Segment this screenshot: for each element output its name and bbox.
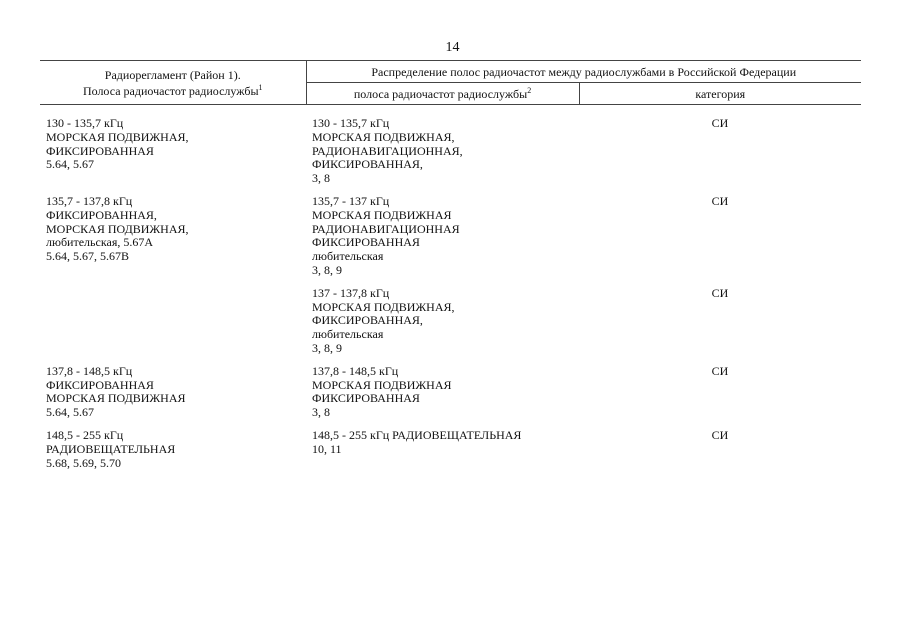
itu-band-cell-line: 135,7 - 137,8 кГц [46,193,133,208]
itu-band-cell-line: 5.64, 5.67 [46,405,94,420]
itu-band-cell-line: РАДИОВЕЩАТЕЛЬНАЯ [46,441,176,456]
page-number: 14 [445,40,460,55]
rf-band-cell-content [306,429,579,457]
itu-band-cell [40,195,306,278]
rf-band-cell-line: РАДИОНАВИГАЦИОННАЯ, [312,143,463,158]
itu-band-cell-line: ФИКСИРОВАННАЯ, [46,207,157,222]
itu-band-cell-content [40,195,306,264]
rf-band-cell-line: МОРСКАЯ ПОДВИЖНАЯ [312,377,452,392]
rf-band-cell [306,429,579,470]
rf-band-cell-line: ФИКСИРОВАННАЯ, [312,313,423,328]
itu-band-cell-line: МОРСКАЯ ПОДВИЖНАЯ [46,391,186,406]
gap-row [40,186,861,195]
rf-band-cell [306,365,579,420]
rf-band-cell-line: РАДИОНАВИГАЦИОННАЯ [312,221,460,236]
itu-band-cell-line: 148,5 - 255 кГц [46,427,124,442]
itu-band-cell-line: 130 - 135,7 кГц [46,116,124,130]
category-cell: СИ [711,193,729,208]
itu-band-cell-line: любительская, 5.67А [46,235,153,250]
rf-band-cell-line: 3, 8, 9 [312,262,342,277]
table-row [40,429,861,470]
table-row [40,287,861,356]
itu-band-cell-line: 137,8 - 148,5 кГц [46,363,133,378]
table-row [40,195,861,278]
itu-band-cell-line: ФИКСИРОВАННАЯ [46,377,154,392]
rf-band-cell-line: МОРСКАЯ ПОДВИЖНАЯ [312,207,452,222]
itu-band-cell [40,365,306,420]
rf-band-cell-line: 10, 11 [312,441,342,456]
rf-band-cell-line: ФИКСИРОВАННАЯ [312,235,420,250]
rf-band-cell-line: ФИКСИРОВАННАЯ [312,391,420,406]
itu-band-cell [40,287,306,356]
rf-band-cell-content [306,117,579,186]
rf-band-cell-line: ФИКСИРОВАННАЯ, [312,157,423,172]
itu-band-cell-line: 5.64, 5.67, 5.67В [46,249,130,264]
rf-band-cell-line: 3, 8 [312,171,330,186]
rf-band-cell-content [306,365,579,420]
itu-band-cell-line: 5.68, 5.69, 5.70 [46,455,121,470]
itu-band-cell [40,117,306,186]
rf-band-cell-line: 137,8 - 148,5 кГц [312,363,399,378]
header-band-text: полоса радиочастот радиослужбы [353,86,528,101]
rf-band-cell-line: МОРСКАЯ ПОДВИЖНАЯ, [312,129,455,144]
category-cell: СИ [711,116,729,130]
spacer-row [40,105,861,118]
header-itu-band-line1: Радиорегламент (Район 1). [104,67,241,82]
rf-band-cell-line: 3, 8 [312,405,330,420]
itu-band-cell-line: МОРСКАЯ ПОДВИЖНАЯ, [46,129,189,144]
header-itu-band-text: Полоса радиочастот радиослужбы [82,83,259,98]
footnote-ref-1: 1 [258,82,263,92]
rf-band-cell-line: МОРСКАЯ ПОДВИЖНАЯ, [312,299,455,314]
itu-band-cell-content [40,365,306,420]
itu-band-cell-line: 5.64, 5.67 [46,157,94,172]
itu-band-cell [40,429,306,470]
table-header [40,61,861,105]
gap-row [40,356,861,365]
itu-band-cell-line: МОРСКАЯ ПОДВИЖНАЯ, [46,221,189,236]
rf-band-cell-content [306,195,579,278]
table-body [40,105,861,471]
rf-band-cell [306,195,579,278]
allocation-table [40,60,861,470]
header-category: категория [579,83,861,105]
itu-band-cell-line: ФИКСИРОВАННАЯ [46,143,154,158]
rf-band-cell-line: 3, 8, 9 [312,340,342,355]
rf-band-cell-line: 137 - 137,8 кГц [312,285,390,300]
rf-band-cell-content [306,287,579,356]
header-rf-distribution: Распределение полос радиочастот между радиослужбами в Российской Федерации [306,61,861,83]
rf-band-cell [306,117,579,186]
rf-band-cell-line: 148,5 - 255 кГц РАДИОВЕЩАТЕЛЬНАЯ [312,427,522,442]
table-row [40,117,861,186]
table-row [40,365,861,420]
category-cell: СИ [711,427,729,442]
rf-band-cell-line: любительская [312,327,384,342]
category-cell: СИ [711,363,729,378]
itu-band-cell-content [40,429,306,470]
rf-band-cell [306,287,579,356]
gap-row [40,278,861,287]
itu-band-cell-content [40,117,306,172]
rf-band-cell-line: 130 - 135,7 кГц [312,116,390,130]
rf-band-cell-line: любительская [312,249,384,264]
header-band [306,83,579,105]
rf-band-cell-line: 135,7 - 137 кГц [312,193,390,208]
header-itu-band [40,61,306,105]
header-itu-band-line2 [42,83,304,99]
category-cell: СИ [711,285,729,300]
footnote-ref-2: 2 [527,85,532,95]
